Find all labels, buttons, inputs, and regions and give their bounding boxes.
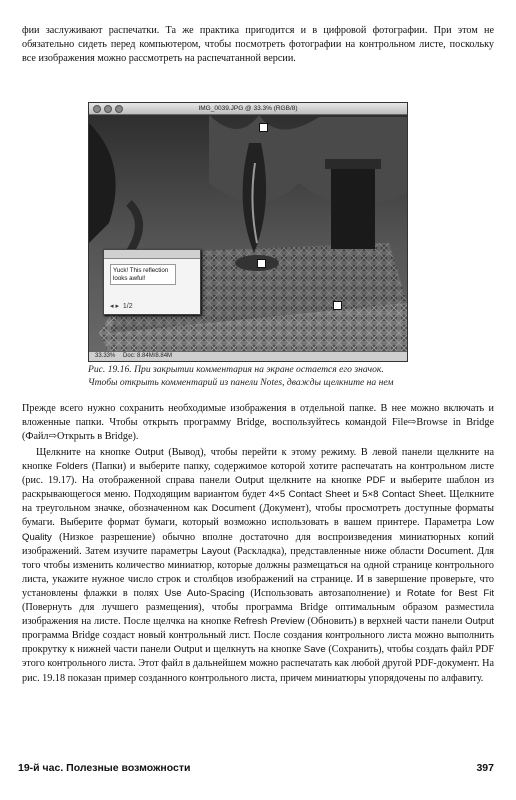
note-comment-text[interactable]: Yuck! This reflection looks awful! [110,264,176,285]
text-run: щелкните на кнопке [263,475,367,487]
text-run: . Щелкните на треугольном значке, обозначенном как [22,489,494,515]
ui-term: Layout [201,545,231,557]
ui-term: Rotate for Best Fit [406,587,494,599]
text-run: и щелкнуть на кнопке [202,644,304,656]
ui-term: Low Quality [22,517,494,543]
text-run: (Повернуть для лучшего размещения), чтобы программа Bridge оптимальным образом разместила изображения на листе. После щелчка на кнопке [22,602,494,628]
notes-navigation[interactable]: ◂ ▸ 1/2 [110,303,133,310]
text-run: . Для того чтобы изменить количество миниатюр, которые должны размещаться на одной странице контрольного листа, укажите нужное число строк и столбцов изображений на странице. И в завершение проверьте, что установлены флажки в полях [22,545,494,599]
note-icon[interactable] [257,259,266,268]
zoom-window-icon[interactable] [115,105,123,113]
notes-panel[interactable] [103,249,201,315]
text-run: и [350,489,363,501]
zoom-level: 33.33% [95,353,116,359]
ui-term: Refresh Preview [233,616,305,628]
status-bar [89,351,407,361]
notes-panel-header[interactable] [104,250,200,259]
page-number: 397 [476,762,494,774]
ui-term: PDF [366,475,386,487]
figure-screenshot [88,102,408,362]
ui-term: Folders [55,461,88,473]
document-size: Doc: 8.84M/8.84M [123,353,173,359]
ui-term: Document [427,545,472,557]
ui-term: Output [235,475,264,487]
text-run: (Раскладка), представленные ниже области [230,545,428,557]
text-run: Щелкните на кнопке [36,447,135,458]
ui-term: Save [303,644,326,656]
paragraph-1: Прежде всего нужно сохранить необходимые изображения в отдельной папке. В нее можно включать и вложенные папки. Чтобы открыть программу Bridge, воспользуйтесь командой File⇨Browse in Bridge (Файл⇨Открыть в Bridge). [22,403,494,443]
note-icon[interactable] [259,123,268,132]
intro-paragraph: фии заслуживают распечатки. Та же практика пригодится и в цифровой фотографии. При этом не обязательно сидеть перед компьютером, чтобы посмотреть фотографии на контрольном листе, поскольку все изображения можно рассмотреть на распечатанной версии. [22,25,494,65]
text-run: (Использовать автозаполнение) и [244,587,407,599]
text-run: (Вывод), чтобы перейти к этому режиму. В левой панели щелкните на кнопке [22,447,494,473]
ui-term: 4×5 Contact Sheet [268,489,351,501]
text-run: (Документ), чтобы просмотреть доступные форматы бумаги. Выберите формат бумаги, который возможно использовать в вашем принтере. Параметра [22,503,494,529]
minimize-window-icon[interactable] [104,105,112,113]
window-title: IMG_0039.JPG @ 33.3% (RGB/8) [198,105,298,112]
ui-term: Output [134,447,164,458]
text-run: (Сохранить), чтобы создать файл PDF этого контрольного листа. Этот файл в дальнейшем можно распечатать как любой другой PDF-документ. На рис. 19.18 показан пример созданного контрольного листа, причем миниатюры упорядочены по алфавиту. [22,644,494,684]
chapter-title: 19-й час. Полезные возможности [18,762,191,774]
close-window-icon[interactable] [93,105,101,113]
ui-term: Output [465,616,494,628]
ui-term: Use Auto-Spacing [164,587,245,599]
text-run: (Обновить) в верхней части панели [304,616,466,628]
text-run: (Низкое разрешение) обычно вполне достаточно для воспроизведения миниатюрных копий изображений. Затем изучите параметры [22,531,494,557]
ui-term: Document [211,503,256,515]
photo-image [89,103,407,361]
ui-term: 5×8 Contact Sheet [362,489,444,501]
window-titlebar[interactable] [89,103,407,115]
page-footer [18,762,494,778]
figure-caption: Рис. 19.16. При закрытии комментария на экране остается его значок. Чтобы открыть комментарий из панели Notes, дважды щелкните на нем [88,364,394,388]
note-icon[interactable] [333,301,342,310]
text-run: (Папки) и выберите папку, содержимое которой хотите распечатать на контрольном листе (рис. 19.17). На отображенной справа панели [22,461,494,487]
text-run: и выберите шаблон из раскрывающегося меню. Подходящим вариантом будет [22,475,494,501]
text-run: программа Bridge создаст новый контрольный лист. После создания контрольного листа можно выполнить прокрутку к нижней части панели [22,630,494,656]
ui-term: Output [173,644,203,656]
paragraph-2 [22,446,494,686]
